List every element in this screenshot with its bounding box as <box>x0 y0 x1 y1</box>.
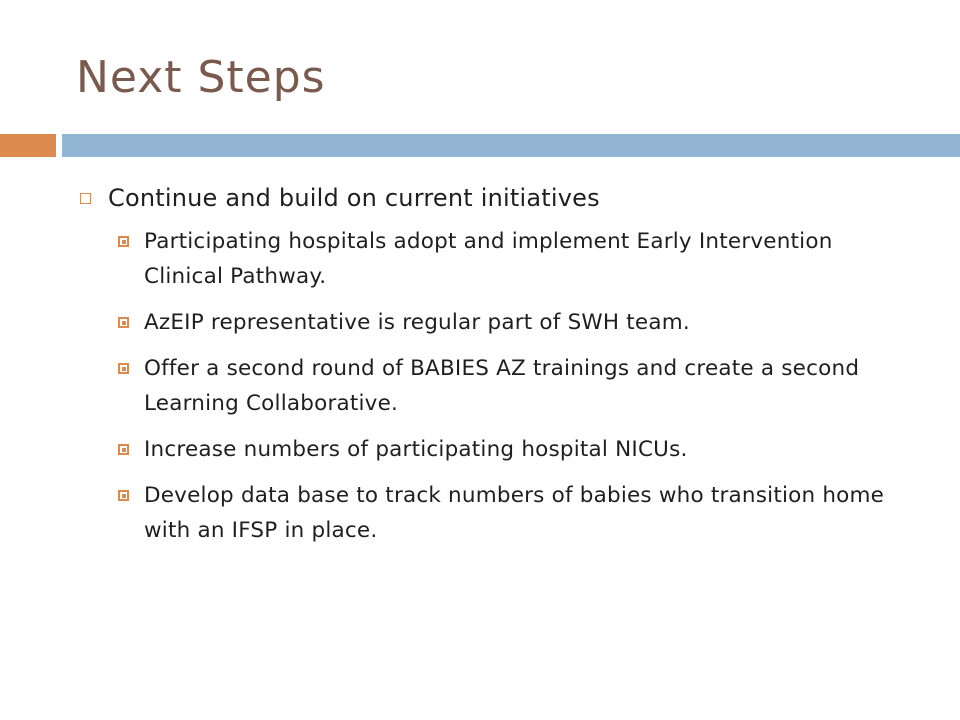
bullet-text: Continue and build on current initiatives <box>108 184 600 212</box>
title-divider-bar <box>62 134 960 157</box>
sub-bullet-increase-nicus <box>116 432 896 467</box>
square-bullet-icon <box>118 363 129 374</box>
square-bullet-icon <box>118 236 129 247</box>
slide-title: Next Steps <box>76 52 326 103</box>
bullet-continue-initiatives <box>76 180 896 216</box>
hollow-square-bullet-icon <box>80 193 91 204</box>
sub-bullet-azeip-representative <box>116 305 896 340</box>
sub-bullet-text: Develop data base to track numbers of babies who transition home with an IFSP in place. <box>144 483 885 543</box>
square-bullet-icon <box>118 317 129 328</box>
sub-bullet-text: Participating hospitals adopt and implement Early Intervention Clinical Pathway. <box>144 229 833 289</box>
sub-bullet-clinical-pathway <box>116 224 896 294</box>
square-bullet-icon <box>118 444 129 455</box>
square-bullet-icon <box>118 490 129 501</box>
sub-bullet-text: Offer a second round of BABIES AZ trainings and create a second Learning Collaborative. <box>144 356 860 416</box>
sub-bullet-babies-az-trainings <box>116 351 896 421</box>
slide-body <box>76 180 896 559</box>
title-accent-bar <box>0 134 56 157</box>
sub-bullet-text: AzEIP representative is regular part of SWH team. <box>144 310 690 335</box>
sub-bullet-text: Increase numbers of participating hospital NICUs. <box>144 437 688 462</box>
sub-bullet-data-base <box>116 478 896 548</box>
